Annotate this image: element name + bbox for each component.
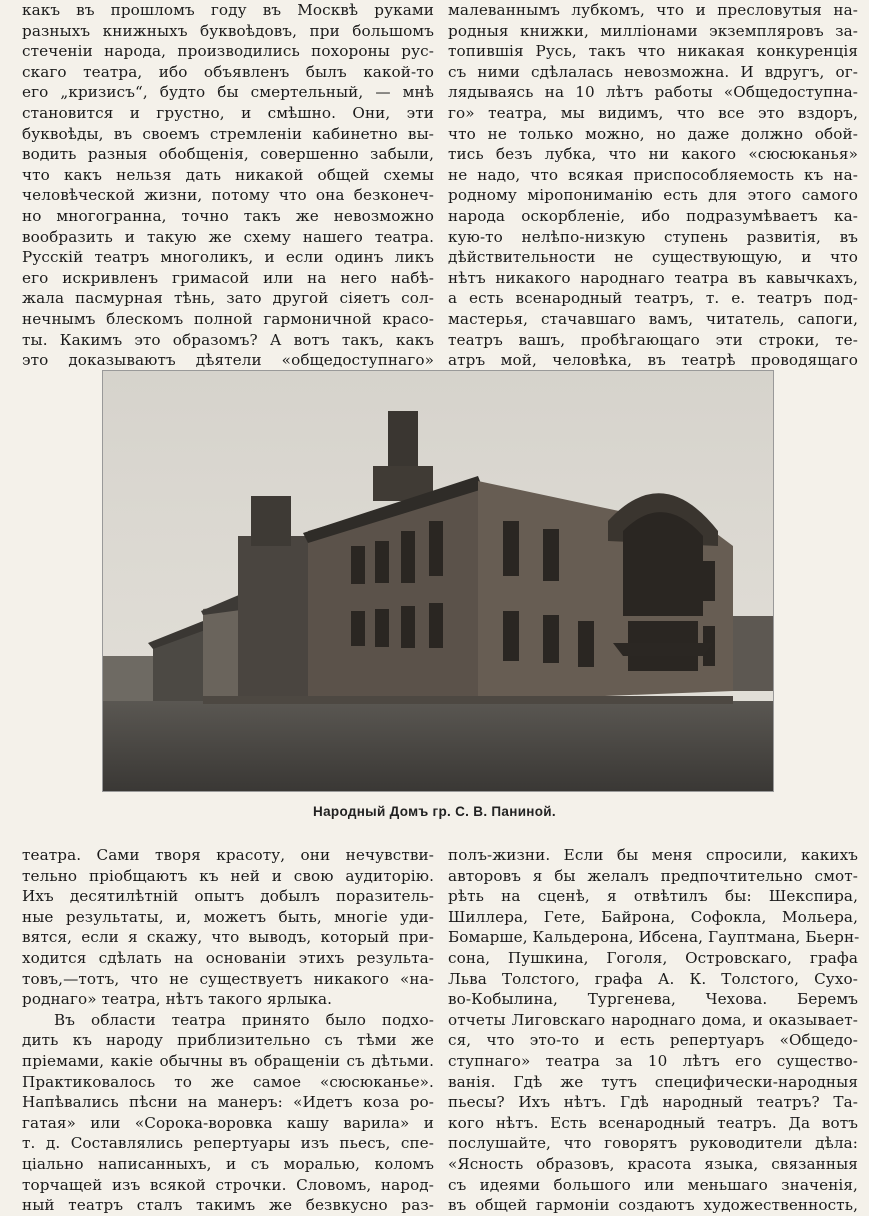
- text-line: Русскій театръ многоликъ, и если одинъ ликъ: [22, 248, 434, 267]
- text-line: скаго театра, ибо объявленъ былъ какой-то: [22, 62, 434, 81]
- text-line: малеваннымъ лубкомъ, что и пресловутыя на-: [448, 1, 858, 19]
- text-line: его „кризисъ“, будто бы смертельный, — мнѣ: [22, 83, 434, 102]
- text-line: родныя книжки, милліонами экземпляровъ за-: [448, 21, 858, 40]
- column-top-right: [448, 0, 858, 371]
- text-line: Бомарше, Кальдерона, Ибсена, Гауптмана, Бьерн-: [448, 928, 860, 947]
- photo-caption: Народный Домъ гр. С. В. Паниной.: [313, 804, 556, 819]
- text-line: лядываясь на 10 лѣтъ работы «Общедоступна-: [448, 83, 858, 102]
- text-line: народа оскорбленіе, ибо подразумѣваетъ ка-: [448, 206, 858, 225]
- text-line: торчащей изъ всякой строчки. Словомъ, народ-: [22, 1175, 434, 1194]
- text-line: театра. Сами творя красоту, они нечувстви-: [22, 846, 434, 864]
- text-line: ный театръ сталъ такимъ же безвкусно раз-: [22, 1196, 434, 1215]
- text-line: какъ въ прошломъ году въ Москвѣ руками: [22, 1, 434, 19]
- text-line: тись безъ лубка, что ни какого «сюсюканья»: [448, 145, 858, 164]
- text-line: топившія Русь, такъ что никакая конкуренція: [448, 42, 858, 61]
- text-line: Напѣвались пѣсни на манеръ: «Идетъ коза ро-: [22, 1093, 434, 1112]
- column-top-left: [22, 0, 434, 371]
- text-line: дѣйствительности не существующую, и что: [448, 248, 858, 267]
- text-line: Шиллера, Гете, Байрона, Софокла, Мольера,: [448, 907, 858, 926]
- building-photograph: [102, 370, 774, 792]
- text-line: ходится сдѣлать на основаніи этихъ результа-: [22, 948, 434, 967]
- text-line: съ идеями большого или меньшаго значенія,: [448, 1175, 858, 1194]
- text-line: т. д. Составлялись репертуары изъ пьесъ, спе-: [22, 1134, 434, 1153]
- text-line: не надо, что всякая приспособляемость къ на-: [448, 165, 858, 184]
- text-line: ступнаго» театра за 10 лѣтъ его существо-: [448, 1051, 858, 1070]
- text-line: буквоѣды, въ своемъ стремленіи кабинетно вы-: [22, 124, 434, 143]
- text-line: рѣть на сценѣ, я отвѣтилъ бы: Шекспира,: [448, 887, 858, 906]
- text-line: во-Кобылина, Тургенева, Чехова. Беремъ: [448, 990, 858, 1009]
- text-line: становится и грустно, и смѣшно. Они, эти: [22, 103, 434, 122]
- text-line: разныхъ книжныхъ буквоѣдовъ, при большомъ: [22, 21, 434, 40]
- text-line: дить къ народу приблизительно съ тѣми же: [22, 1031, 434, 1050]
- text-line: что не только можно, но даже должно обой-: [448, 124, 858, 143]
- text-line: кую-то нелѣпо-низкую ступень развитія, въ: [448, 227, 858, 246]
- text-line: его искривленъ гримасой или на него набѣ-: [22, 268, 434, 287]
- text-line: вятся, если я скажу, что выводъ, который при-: [22, 928, 434, 947]
- text-line: тельно пріобщаютъ къ ней и свою аудиторію.: [22, 866, 434, 885]
- text-line: Въ области театра принято было подхо-: [54, 1010, 434, 1029]
- text-line: пріемами, какіе обычны въ обращеніи съ дѣтьми.: [22, 1051, 434, 1070]
- text-line: ты. Какимъ это образомъ? А вотъ такъ, какъ: [22, 330, 434, 349]
- text-line: въ общей гармоніи создаютъ художественность,: [448, 1196, 858, 1215]
- text-line: водить разныя обобщенія, совершенно забыли,: [22, 145, 434, 164]
- text-line: товъ,—тотъ, что не существуетъ никакого «на-: [22, 969, 434, 988]
- text-line: полъ-жизни. Если бы меня спросили, какихъ: [448, 846, 858, 864]
- column-bottom-left: [22, 845, 434, 1216]
- text-line: сона, Пушкина, Гоголя, Островскаго, графа: [448, 948, 858, 967]
- text-line: атръ мой, человѣка, въ театрѣ проводящаго: [448, 351, 858, 370]
- text-line: послушайте, что говорятъ руководители дѣла:: [448, 1134, 858, 1153]
- text-line: но многогранна, точно такъ же невозможно: [22, 206, 434, 225]
- text-line: Льва Толстого, графа А. К. Толстого, Сухо-: [448, 969, 858, 988]
- text-line: а есть всенародный театръ, т. е. театръ под-: [448, 289, 858, 308]
- text-line: жала пасмурная тѣнь, зато другой сіяетъ сол-: [22, 289, 434, 308]
- text-line: что какъ нельзя дать никакой общей схемы: [22, 165, 434, 184]
- text-line: съ ними сдѣлалась невозможна. И вдругъ, ог-: [448, 62, 858, 81]
- text-line: Практиковалось то же самое «сюсюканье».: [22, 1072, 434, 1091]
- text-line: нѣтъ никакого народнаго театра въ кавычкахъ,: [448, 268, 858, 287]
- text-line: вообразить и такую же схему нашего театра.: [22, 227, 434, 246]
- text-line: отчеты Лиговскаго народнаго дома, и оказывает-: [448, 1010, 858, 1029]
- text-line: Ихъ десятилѣтній опытъ добылъ поразитель-: [22, 887, 434, 906]
- text-line: ванія. Гдѣ же тутъ специфически-народныя: [448, 1072, 858, 1091]
- text-line: «Ясность образовъ, красота языка, связанныя: [448, 1154, 858, 1173]
- text-line: пьесы? Ихъ нѣтъ. Гдѣ народный театръ? Та-: [448, 1093, 858, 1112]
- text-line: это доказываютъ дѣятели «общедоступнаго»: [22, 351, 434, 370]
- text-line: го» театра, мы видимъ, что все это вздоръ,: [448, 103, 858, 122]
- text-line: театръ вашъ, пробѣгающаго эти строки, те-: [448, 330, 858, 349]
- text-line: ціально написанныхъ, и съ моралью, коломъ: [22, 1154, 434, 1173]
- text-line: гатая» или «Сорока-воровка кашу варила» и: [22, 1113, 434, 1132]
- text-line: нечнымъ блескомъ полной гармоничной красо-: [22, 309, 434, 328]
- text-line: роднаго» театра, нѣтъ такого ярлыка.: [22, 990, 333, 1009]
- text-line: ные результаты, и, можетъ быть, многіе уди-: [22, 907, 434, 926]
- text-line: стеченіи народа, производились похороны рус-: [22, 42, 434, 61]
- column-bottom-right: [448, 845, 858, 1216]
- text-line: кого нѣтъ. Есть всенародный театръ. Да вотъ: [448, 1113, 858, 1132]
- text-line: ся, что это-то и есть репертуаръ «Общедо-: [448, 1031, 858, 1050]
- text-line: мастерья, стачавшаго вамъ, читатель, сапоги,: [448, 309, 858, 328]
- text-line: авторовъ я бы желалъ предпочтительно смот-: [448, 866, 858, 885]
- text-line: родному міропониманію есть для этого самого: [448, 186, 858, 205]
- text-line: человѣческой жизни, потому что она безконеч-: [22, 186, 434, 205]
